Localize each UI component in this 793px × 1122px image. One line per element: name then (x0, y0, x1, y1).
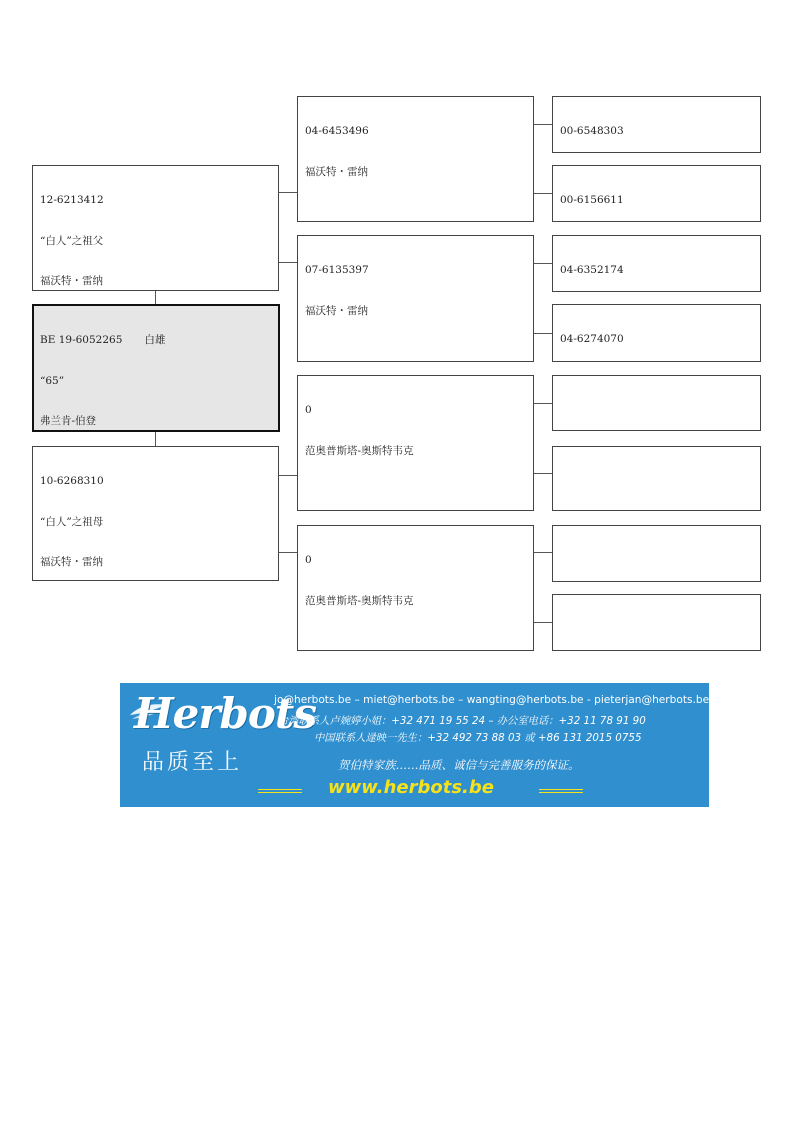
grandparent-card (297, 235, 534, 362)
connector-line (155, 291, 156, 304)
subject-card (32, 304, 280, 432)
divider (539, 789, 583, 790)
great-grandparent-card (552, 375, 761, 431)
divider (258, 789, 302, 790)
grandparent-card (297, 375, 534, 511)
great-grandparent-ring: 04-6352174 (560, 264, 624, 276)
subject-ring: BE 19-6052265 (40, 334, 123, 346)
connector-line (279, 262, 297, 263)
connector-line (534, 403, 552, 404)
grandparent-owner: 福沃特・雷纳 (305, 165, 368, 178)
great-grandparent-card (552, 446, 761, 511)
great-grandparent-card (552, 235, 761, 292)
sire-name: “白人”之祖父 (40, 234, 104, 247)
grandparent-ring: 04-6453496 (305, 125, 369, 137)
divider (539, 792, 583, 793)
connector-line (534, 552, 552, 553)
subject-owner: 弗兰肯-伯登 (40, 415, 97, 427)
dam-name: “白人”之祖母 (40, 515, 104, 528)
great-grandparent-ring: 00-6156611 (560, 194, 624, 206)
grandparent-card (297, 525, 534, 651)
connector-line (155, 432, 156, 446)
dam-ring: 10-6268310 (40, 475, 104, 487)
connector-line (534, 124, 552, 125)
connector-line (534, 333, 552, 334)
connector-line (279, 552, 297, 553)
great-grandparent-card (552, 525, 761, 582)
connector-line (279, 192, 297, 193)
subject-name: “65” (40, 374, 65, 387)
connector-line (534, 473, 552, 474)
taiwan-contact: 台湾联系人卢婉婷小姐：+32 471 19 55 24 – 办公室电话：+32 11 78 91 90 (278, 715, 646, 727)
grandparent-owner: 福沃特・雷纳 (305, 304, 368, 317)
great-grandparent-ring: 00-6548303 (560, 125, 624, 137)
sire-owner: 福沃特・雷纳 (40, 275, 103, 287)
website-link[interactable]: www.herbots.be (328, 777, 494, 798)
connector-line (534, 193, 552, 194)
herbots-banner (120, 683, 709, 807)
connector-line (534, 622, 552, 623)
sire-card (32, 165, 279, 291)
grandparent-owner: 范奥普斯塔-奥斯特韦克 (305, 594, 414, 607)
great-grandparent-card (552, 165, 761, 222)
great-grandparent-card (552, 304, 761, 362)
grandparent-ring: 07-6135397 (305, 264, 369, 276)
grandparent-ring: 0 (305, 404, 312, 416)
grandparent-card (297, 96, 534, 222)
slogan: 品质至上 (142, 750, 243, 775)
great-grandparent-card (552, 96, 761, 153)
sire-ring: 12-6213412 (40, 194, 104, 206)
herbots-logo: Herbots (134, 689, 316, 738)
great-grandparent-ring: 04-6274070 (560, 333, 624, 345)
china-contact: 中国联系人逯映一先生：+32 492 73 88 03 或 +86 131 2015 0755 (314, 732, 642, 744)
connector-line (534, 263, 552, 264)
email-addresses: jo@herbots.be – miet@herbots.be – wangting@herbots.be - pieterjan@herbots.be (274, 694, 709, 706)
dam-owner: 福沃特・雷纳 (40, 556, 103, 568)
tagline: 贺伯特家族……品质、诚信与完善服务的保证。 (338, 758, 580, 772)
connector-line (279, 475, 297, 476)
divider (258, 792, 302, 793)
subject-sex: 白雄 (144, 334, 166, 346)
grandparent-ring: 0 (305, 554, 312, 566)
grandparent-owner: 范奥普斯塔-奥斯特韦克 (305, 444, 414, 457)
dam-card (32, 446, 279, 581)
great-grandparent-card (552, 594, 761, 651)
